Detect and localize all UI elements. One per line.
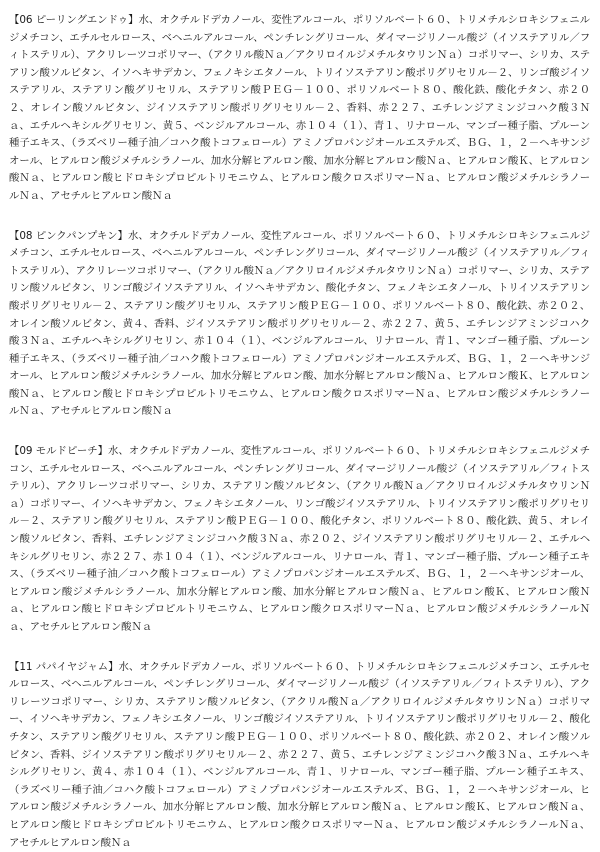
ingredient-list: 水、オクチルドデカノール、変性アルコール、ポリソルベート６０、トリメチルシロキシフェニルジメチコン、エチルセルロース、ベヘニルアルコール、ペンチレングリコール、ダイマージリノール酸ジ（イソステアリル／フィトステリル）、アクリレーツコポリマー、（アクリル酸Ｎａ／アクリロイルジメチルタウリンＮａ）コポリマー、シリカ、ステアリン酸ソルビタン、リンゴ酸ジイソステアリル、イソヘキサデカン、酸化チタン、フェノキシエタノール、トリイソステアリン酸ポリグリセリル－２、ステアリン酸グリセリル、ステアリン酸ＰＥＧ－１００、ポリソルベート８０、酸化鉄、赤２０２、オレイン酸ソルビタン、黄４、香料、ジイソステアリン酸ポリグリセリル－２、赤２２７、黄５、エチレンジアミンジコハク酸３Ｎａ、エチルヘキシルグリセリン、赤１０４（１）、ベンジルアルコール、リナロール、青１、マンゴー種子脂、プルーン種子エキス、（ラズベリー種子油／コハク酸トコフェロール）アミノプロパンジオールエステルズ、ＢＧ、１，２－ヘキサンジオール、ヒアルロン酸ジメチルシラノール、加水分解ヒアルロン酸、加水分解ヒアルロン酸Ｎａ、ヒアルロン酸Ｋ、ヒアルロン酸Ｎａ、ヒアルロン酸ヒドロキシプロピルトリモニウム、ヒアルロン酸クロスポリマーＮａ、ヒアルロン酸ジメチルシラノールＮａ、アセチルヒアルロン酸Ｎａ [9,229,590,418]
ingredient-section-11 [9,659,590,852]
shade-heading: 【08 ピンクパンプキン】 [9,229,128,242]
ingredient-paragraph [9,12,590,206]
ingredient-paragraph [9,228,590,422]
shade-heading: 【09 モルドピーチ】 [9,445,108,458]
ingredient-section-09 [9,443,590,637]
shade-heading: 【06 ピーリングエンドゥ】 [9,14,139,26]
ingredient-paragraph [9,443,590,637]
ingredient-list: 水、オクチルドデカノール、変性アルコール、ポリソルベート６０、トリメチルシロキシフェニルジメチコン、エチルセルロース、ベヘニルアルコール、ペンチレングリコール、ダイマージリノール酸ジ（イソステアリル／フィトステリル）、アクリレーツコポリマー、シリカ、ステアリン酸ソルビタン、（アクリル酸Ｎａ／アクリロイルジメチルタウリンＮａ）コポリマー、イソヘキサデカン、フェノキシエタノール、リンゴ酸ジイソステアリル、トリイソステアリン酸ポリグリセリル－２、ステアリン酸グリセリル、ステアリン酸ＰＥＧ－１００、酸化チタン、ポリソルベート８０、酸化鉄、黄５、オレイン酸ソルビタン、香料、エチレンジアミンジコハク酸３Ｎａ、赤２０２、ジイソステアリン酸ポリグリセリル－２、エチルヘキシルグリセリン、赤２２７、赤１０４（１）、ベンジルアルコール、リナロール、青１、マンゴー種子脂、プルーン種子エキス、（ラズベリー種子油／コハク酸トコフェロール）アミノプロパンジオールエステルズ、ＢＧ、１，２－ヘキサンジオール、ヒアルロン酸ジメチルシラノール、加水分解ヒアルロン酸、加水分解ヒアルロン酸Ｎａ、ヒアルロン酸Ｋ、ヒアルロン酸Ｎａ、ヒアルロン酸ヒドロキシプロピルトリモニウム、ヒアルロン酸クロスポリマーＮａ、ヒアルロン酸ジメチルシラノールＮａ、アセチルヒアルロン酸Ｎａ [9,445,590,633]
ingredient-section-08 [9,228,590,422]
ingredient-section-06 [9,12,590,206]
shade-heading: 【11 パパイヤジャム】 [9,660,119,673]
ingredient-paragraph [9,659,590,852]
ingredient-list: 水、オクチルドデカノール、ポリソルベート６０、トリメチルシロキシフェニルジメチコン、エチルセルロース、ベヘニルアルコール、ペンチレングリコール、ダイマージリノール酸ジ（イソステアリル／フィトステリル）、アクリレーツコポリマー、シリカ、ステアリン酸ソルビタン、（アクリル酸Ｎａ／アクリロイルジメチルタウリンＮａ）コポリマー、イソヘキサデカン、フェノキシエタノール、リンゴ酸ジイソステアリル、トリイソステアリン酸ポリグリセリル－２、酸化チタン、ステアリン酸グリセリル、ステアリン酸ＰＥＧ－１００、ポリソルベート８０、酸化鉄、赤２０２、オレイン酸ソルビタン、香料、ジイソステアリン酸ポリグリセリル－２、赤２２７、黄５、エチレンジアミンジコハク酸３Ｎａ、エチルヘキシルグリセリン、黄４、赤１０４（１）、ベンジルアルコール、青１、リナロール、マンゴー種子脂、プルーン種子エキス、（ラズベリー種子油／コハク酸トコフェロール）アミノプロパンジオールエステルズ、ＢＧ、１，２－ヘキサンジオール、ヒアルロン酸ジメチルシラノール、加水分解ヒアルロン酸、加水分解ヒアルロン酸Ｎａ、ヒアルロン酸Ｋ、ヒアルロン酸Ｎａ、ヒアルロン酸ヒドロキシプロピルトリモニウム、ヒアルロン酸クロスポリマーＮａ、ヒアルロン酸ジメチルシラノールＮａ、アセチルヒアルロン酸Ｎａ [9,660,590,849]
ingredient-list: 水、オクチルドデカノール、変性アルコール、ポリソルベート６０、トリメチルシロキシフェニルジメチコン、エチルセルロース、ベヘニルアルコール、ペンチレングリコール、ダイマージリノール酸ジ（イソステアリル／フィトステリル）、アクリレーツコポリマー、（アクリル酸Ｎａ／アクリロイルジメチルタウリンＮａ）コポリマー、シリカ、ステアリン酸ソルビタン、イソヘキサデカン、フェノキシエタノール、トリイソステアリン酸ポリグリセリル－２、リンゴ酸ジイソステアリル、ステアリン酸グリセリル、ステアリン酸ＰＥＧ－１００、ポリソルベート８０、酸化鉄、酸化チタン、赤２０２、オレイン酸ソルビタン、ジイソステアリン酸ポリグリセリル－２、香料、赤２２７、エチレンジアミンジコハク酸３Ｎａ、エチルヘキシルグリセリン、黄５、ベンジルアルコール、赤１０４（１）、青１、リナロール、マンゴー種子脂、プルーン種子エキス、（ラズベリー種子油／コハク酸トコフェロール）アミノプロパンジオールエステルズ、ＢＧ、１，２－ヘキサンジオール、ヒアルロン酸ジメチルシラノール、加水分解ヒアルロン酸、加水分解ヒアルロン酸Ｎａ、ヒアルロン酸Ｋ、ヒアルロン酸Ｎａ、ヒアルロン酸ヒドロキシプロピルトリモニウム、ヒアルロン酸クロスポリマーＮａ、ヒアルロン酸ジメチルシラノールＮａ、アセチルヒアルロン酸Ｎａ [9,14,590,202]
